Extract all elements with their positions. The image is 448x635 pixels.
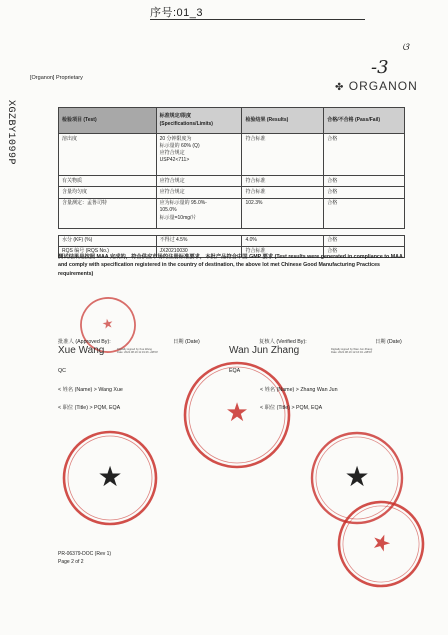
sequence-number: 序号:01_3 <box>150 7 204 19</box>
approved-name: < 姓名 (Name) > Wang Xue <box>58 387 123 393</box>
svg-text:★: ★ <box>367 527 396 558</box>
page-number: Page 2 of 2 <box>58 558 84 565</box>
stamp-2 <box>185 363 289 467</box>
approved-dept: QC <box>58 368 66 374</box>
cell-spec: JX20210030 <box>156 246 242 257</box>
cell-result: 符合标准 <box>242 246 324 257</box>
cell-pass: 合格 <box>324 176 405 187</box>
spec-line: 标示量的 60% (Q) <box>159 142 200 149</box>
approved-date-label: 日期 (Date) <box>173 339 200 345</box>
cell-result: 符合标准 <box>242 176 324 187</box>
header-pass: 合格/不合格 (Pass/Fail) <box>324 108 405 134</box>
cell-spec: 不得过 4.5% <box>156 235 242 246</box>
cell-result: 102.3% <box>242 198 324 228</box>
verified-dept: EQA <box>229 368 241 374</box>
cell-test: 含量均匀度 <box>59 187 157 198</box>
header-test: 检验项目 (Test) <box>59 108 157 134</box>
approved-digital-signature: Digitally signed by Xue Wang Date: 2022.08.19 11:19:26 +08'00' <box>117 348 158 355</box>
cell-pass: 合格 <box>324 187 405 198</box>
cell-test: RQS 编号 (RQS No.) <box>59 246 157 257</box>
header-result: 检验结果 (Results) <box>242 108 324 134</box>
organon-logo-text: ORGANON <box>348 79 418 93</box>
spec-line: 应为标示量的 95.0%- <box>159 200 207 206</box>
cell-test: 有关物质 <box>59 176 157 187</box>
approved-signature: Xue Wang <box>58 345 105 356</box>
stamp-5 <box>327 490 435 598</box>
document-number: PR-06379-DOC (Rev 1) <box>58 551 112 557</box>
cell-spec: 应符合规定 <box>156 176 242 187</box>
cell-spec: 应符合规定 <box>156 187 242 198</box>
proprietary-label: [Organon] Proprietary <box>30 75 83 81</box>
svg-text:★: ★ <box>97 461 123 492</box>
verified-signature: Wan Jun Zhang <box>229 345 300 356</box>
handwritten-mark: ଓ <box>402 42 409 53</box>
cell-result: 符合标准 <box>242 187 324 198</box>
document-footer <box>58 551 111 567</box>
svg-text:★: ★ <box>225 397 249 427</box>
cell-pass: 合格 <box>324 198 405 228</box>
cell-test: 水分 (KF) (%) <box>59 235 157 246</box>
spec-line: 105.0% <box>159 207 177 214</box>
verified-title: < 职位 (Title) > PQM, EQA <box>260 405 323 411</box>
spec-line: 应符合规定 <box>159 150 185 156</box>
verified-name: < 姓名 (Name) > Zhang Wan Jun <box>260 387 338 393</box>
header-spec: 标准规定/限度 (Specifications/Limits) <box>156 108 242 134</box>
cell-pass: 合格 <box>324 235 405 246</box>
svg-text:★: ★ <box>344 461 370 492</box>
cell-result: 4.0% <box>242 235 324 246</box>
side-document-code: XGZBY1099P <box>5 100 16 166</box>
approved-title: < 职位 (Title) > PQM, EQA <box>58 405 121 411</box>
spec-line: 标示量=10mg/片 <box>159 214 197 221</box>
verified-digital-signature: Digitally signed by Wan Jun Zhang Date: 2022.08.19 12:16:04 +08'00' <box>331 348 373 355</box>
handwritten-page-number: -3 <box>371 57 389 78</box>
approved-by-label: 批准人 (Approved By): <box>58 339 111 345</box>
stamp-3 <box>64 432 156 524</box>
organon-emblem-icon: ✤ <box>335 82 345 93</box>
cell-pass: 合格 <box>324 246 405 257</box>
cell-test: 含量测定：孟鲁司特 <box>59 198 157 228</box>
compliance-statement: 测试结果是按照 MAA 完成的，符合供应市场的注册标准要求，本批产品符合中国 GMP 要求 (Test results were generated in compliance to MAA and comply with specification registered in the country of destination, the above lot met Chinese Good Manufacturing Practices requirements) <box>58 254 403 277</box>
cell-pass: 合格 <box>324 134 405 176</box>
spec-line: USP42<711> <box>159 157 190 164</box>
svg-text:★: ★ <box>100 315 115 332</box>
cell-test: 溶出度 <box>59 134 157 176</box>
verified-by-label: 复核人 (Verified By): <box>259 339 307 345</box>
spec-line: 20 分钟限度为 <box>159 135 192 142</box>
cell-result: 符合标准 <box>242 134 324 176</box>
verified-date-label: 日期 (Date) <box>375 339 402 345</box>
